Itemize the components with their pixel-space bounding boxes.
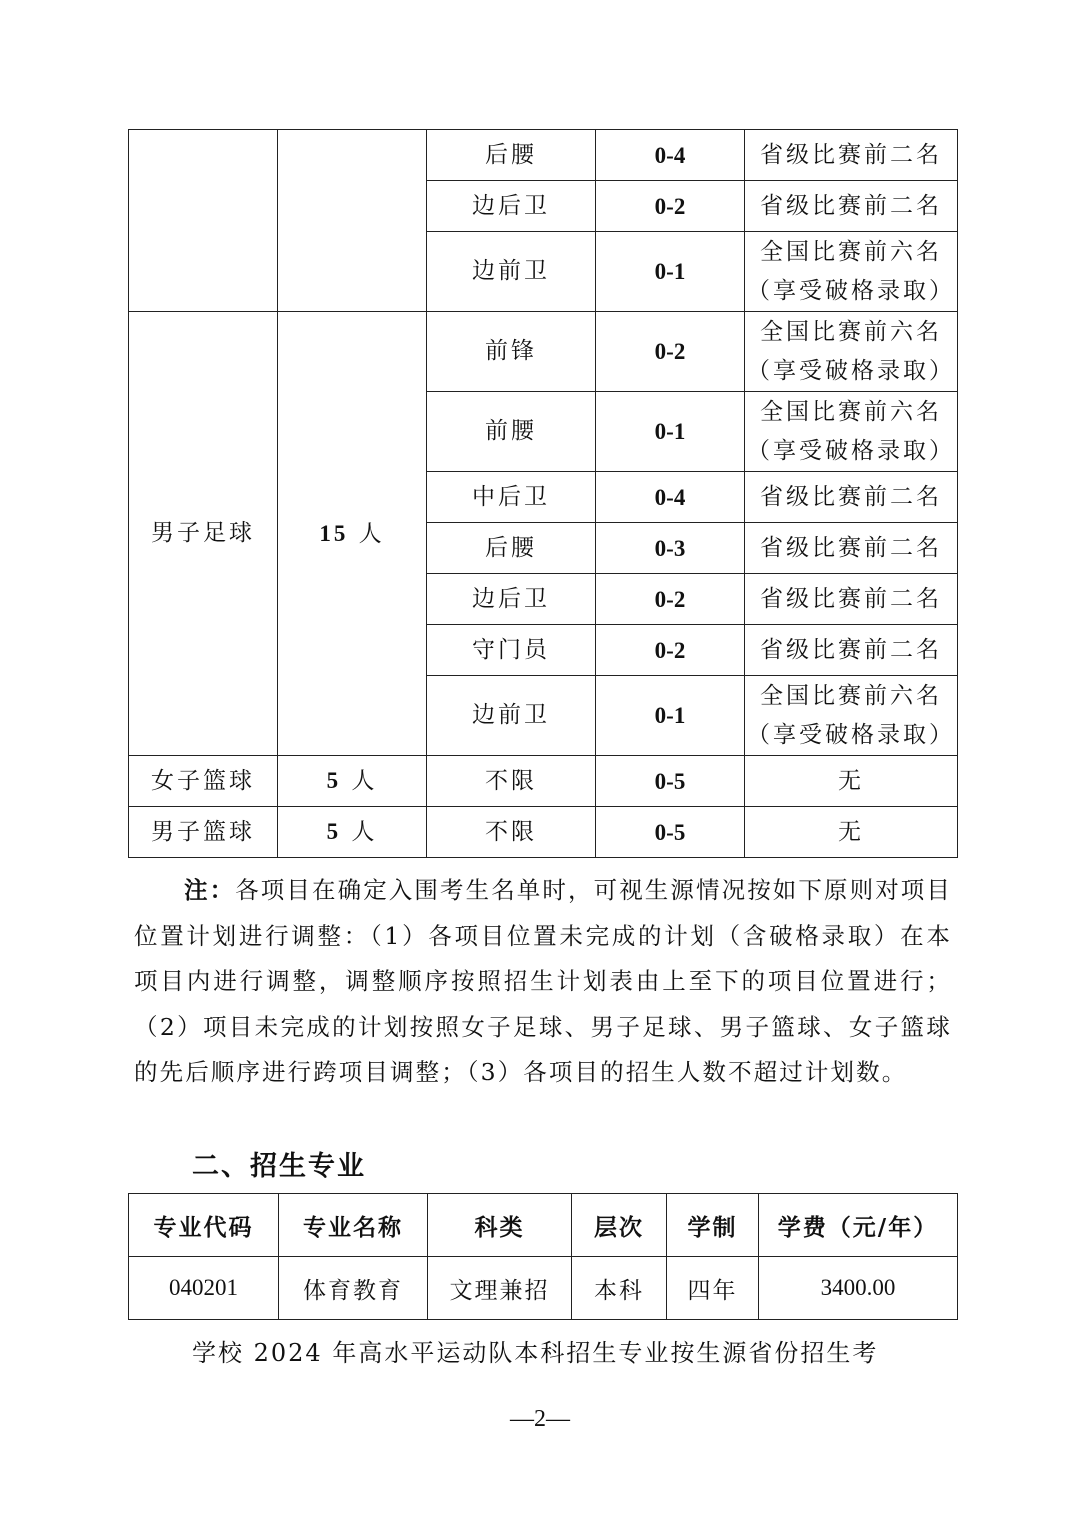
requirement-cell: 无 bbox=[745, 807, 958, 858]
position-cell: 边前卫 bbox=[427, 232, 596, 312]
header-cell: 专业代码 bbox=[129, 1194, 279, 1257]
position-cell: 不限 bbox=[427, 756, 596, 807]
position-cell: 边后卫 bbox=[427, 574, 596, 625]
page-number: —2— bbox=[510, 1406, 570, 1432]
section-heading: 二、招生专业 bbox=[192, 1151, 366, 1182]
position-cell: 中后卫 bbox=[427, 472, 596, 523]
table-row bbox=[129, 807, 958, 858]
requirement-cell: 省级比赛前二名 bbox=[745, 472, 958, 523]
header-cell: 科类 bbox=[428, 1194, 572, 1257]
quota-table bbox=[128, 129, 958, 858]
requirement-cell: 省级比赛前二名 bbox=[745, 181, 958, 232]
position-cell: 边前卫 bbox=[427, 676, 596, 756]
count-number: 5 bbox=[326, 768, 342, 793]
sport-cell: 男子足球 bbox=[129, 312, 278, 756]
table-row bbox=[129, 312, 958, 392]
header-cell: 专业名称 bbox=[279, 1194, 428, 1257]
position-cell: 后腰 bbox=[427, 130, 596, 181]
range-cell: 0-2 bbox=[596, 181, 745, 232]
count-unit: 人 bbox=[358, 520, 385, 547]
requirement-cell: 全国比赛前六名（享受破格录取） bbox=[745, 312, 958, 392]
table-row bbox=[129, 1257, 958, 1320]
major-level: 本科 bbox=[572, 1257, 667, 1320]
table-header-row bbox=[129, 1194, 958, 1257]
table-row bbox=[129, 756, 958, 807]
requirement-cell: 全国比赛前六名（享受破格录取） bbox=[745, 676, 958, 756]
range-cell: 0-2 bbox=[596, 625, 745, 676]
requirement-cell: 省级比赛前二名 bbox=[745, 625, 958, 676]
requirement-cell: 无 bbox=[745, 756, 958, 807]
requirement-cell: 全国比赛前六名（享受破格录取） bbox=[745, 232, 958, 312]
major-code: 040201 bbox=[129, 1257, 279, 1320]
requirement-cell: 省级比赛前二名 bbox=[745, 130, 958, 181]
range-cell: 0-1 bbox=[596, 232, 745, 312]
count-cell bbox=[278, 130, 427, 312]
range-cell: 0-2 bbox=[596, 574, 745, 625]
position-cell: 后腰 bbox=[427, 523, 596, 574]
body-paragraph: 学校 2024 年高水平运动队本科招生专业按生源省份招生考 bbox=[192, 1339, 879, 1367]
requirement-cell: 全国比赛前六名（享受破格录取） bbox=[745, 392, 958, 472]
range-cell: 0-3 bbox=[596, 523, 745, 574]
count-cell bbox=[278, 756, 427, 807]
major-fee: 3400.00 bbox=[759, 1257, 958, 1320]
requirement-cell: 省级比赛前二名 bbox=[745, 574, 958, 625]
header-cell: 学费（元/年） bbox=[759, 1194, 958, 1257]
range-cell: 0-4 bbox=[596, 130, 745, 181]
header-cell: 学制 bbox=[667, 1194, 759, 1257]
position-cell: 前锋 bbox=[427, 312, 596, 392]
range-cell: 0-1 bbox=[596, 392, 745, 472]
note-text: 各项目在确定入围考生名单时，可视生源情况按如下原则对项目位置计划进行调整：（1）各项目位置未完成的计划（含破格录取）在本项目内进行调整，调整顺序按照招生计划表由上至下的项目位置进行；（2）项目未完成的计划按照女子足球、男子足球、男子篮球、女子篮球的先后顺序进行跨项目调整；（3）各项目的招生人数不超过计划数。 bbox=[134, 876, 953, 1086]
count-unit: 人 bbox=[351, 768, 378, 794]
count-number: 5 bbox=[326, 819, 342, 844]
sport-cell bbox=[129, 130, 278, 312]
range-cell: 0-2 bbox=[596, 312, 745, 392]
major-name: 体育教育 bbox=[279, 1257, 428, 1320]
sport-cell: 女子篮球 bbox=[129, 756, 278, 807]
count-cell bbox=[278, 807, 427, 858]
range-cell: 0-5 bbox=[596, 807, 745, 858]
table-row bbox=[129, 130, 958, 181]
count-cell bbox=[278, 312, 427, 756]
position-cell: 边后卫 bbox=[427, 181, 596, 232]
note-label: 注： bbox=[184, 876, 236, 904]
range-cell: 0-5 bbox=[596, 756, 745, 807]
requirement-cell: 省级比赛前二名 bbox=[745, 523, 958, 574]
sport-cell: 男子篮球 bbox=[129, 807, 278, 858]
header-cell: 层次 bbox=[572, 1194, 667, 1257]
adjustment-note bbox=[134, 868, 952, 1096]
major-category: 文理兼招 bbox=[428, 1257, 572, 1320]
count-unit: 人 bbox=[351, 819, 378, 845]
major-duration: 四年 bbox=[667, 1257, 759, 1320]
count-number: 15 bbox=[319, 520, 349, 546]
position-cell: 不限 bbox=[427, 807, 596, 858]
position-cell: 守门员 bbox=[427, 625, 596, 676]
position-cell: 前腰 bbox=[427, 392, 596, 472]
major-table bbox=[128, 1193, 958, 1320]
range-cell: 0-1 bbox=[596, 676, 745, 756]
range-cell: 0-4 bbox=[596, 472, 745, 523]
